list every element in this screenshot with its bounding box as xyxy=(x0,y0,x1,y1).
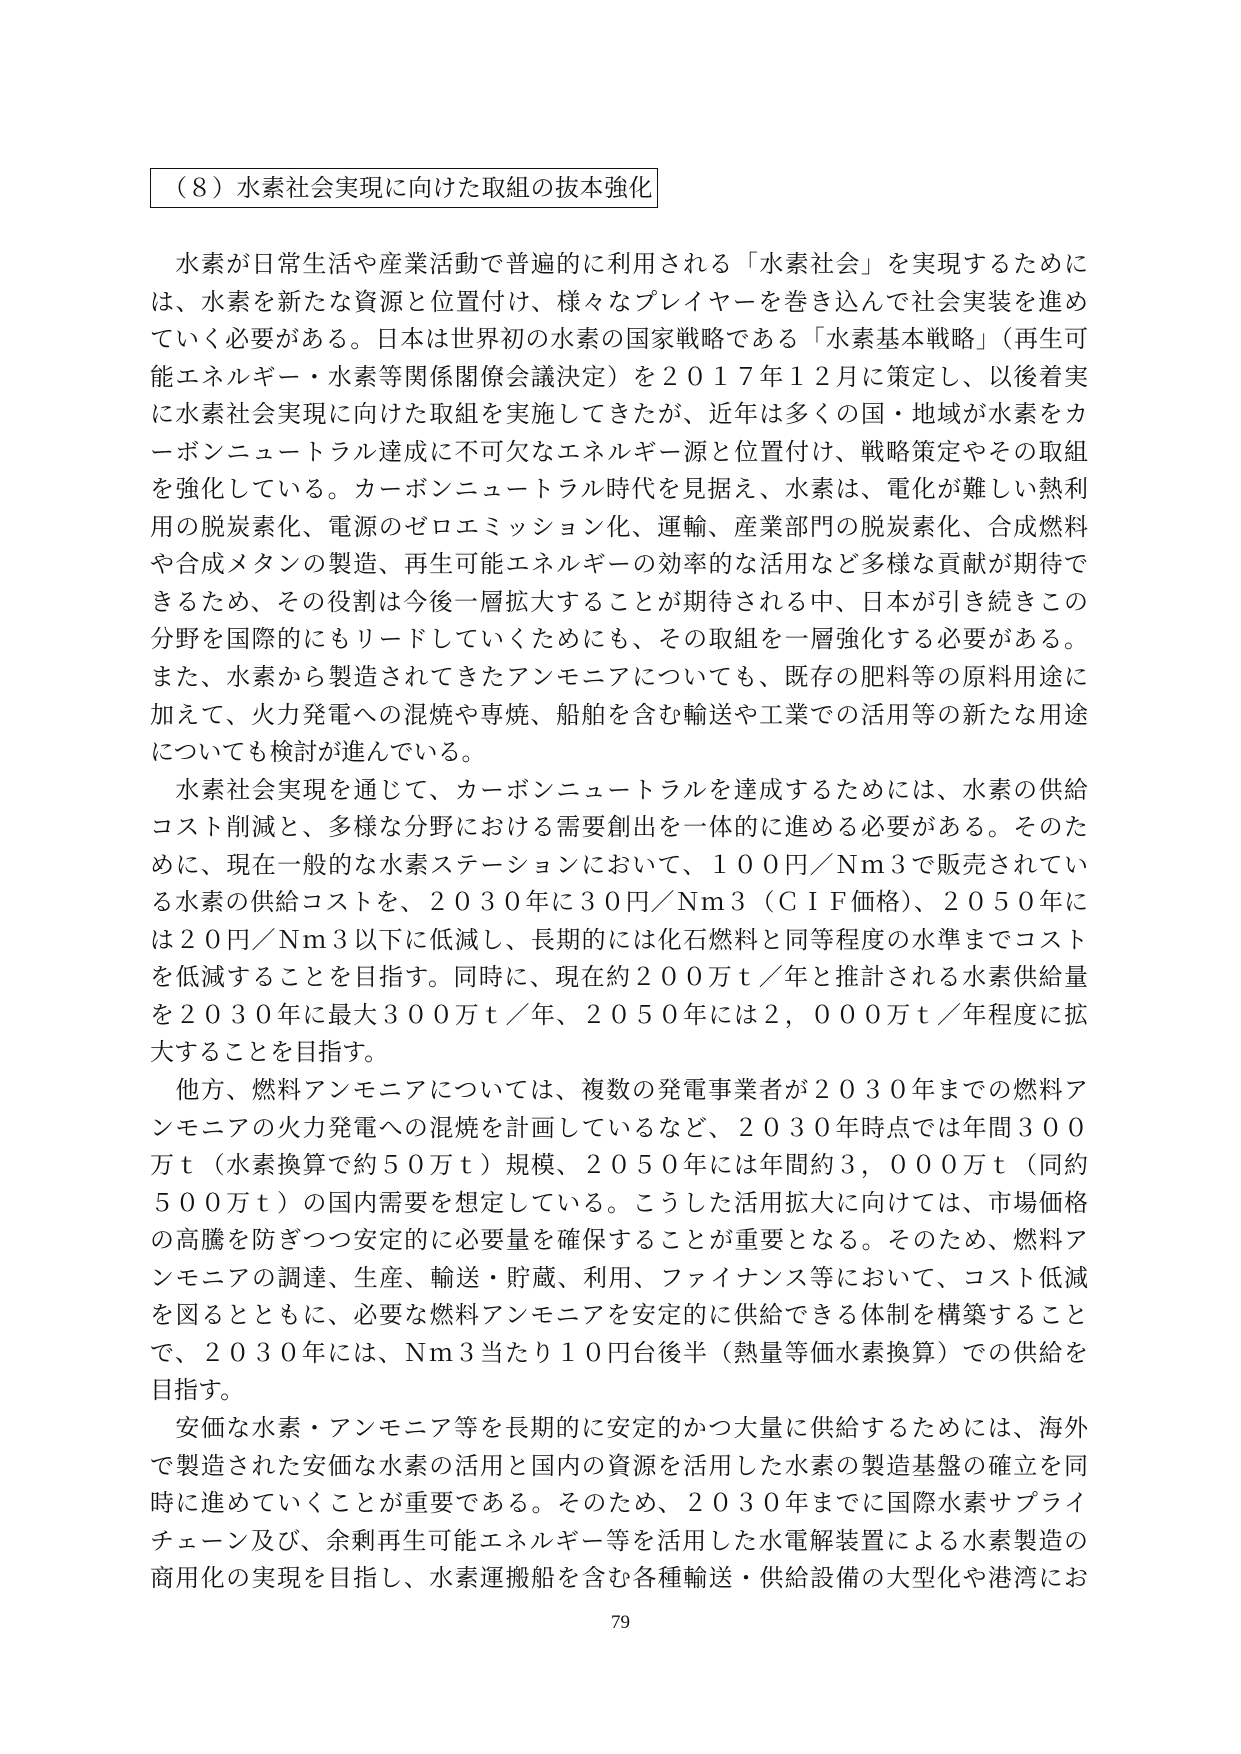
text-line: 目指す。 xyxy=(150,1376,245,1405)
text-line: ンモニアの火力発電への混焼を計画しているなど、２０３０年時点では年間３００ xyxy=(150,1113,1088,1142)
text-line: 加えて、火力発電への混焼や専焼、船舶を含む輸送や工業での活用等の新たな用途 xyxy=(150,700,1088,729)
text-line: チェーン及び、余剰再生可能エネルギー等を活用した水電解装置による水素製造の xyxy=(150,1526,1088,1555)
text-line: についても検討が進んでいる。 xyxy=(150,738,486,767)
text-line: に水素社会実現に向けた取組を実施してきたが、近年は多くの国・地域が水素をカ xyxy=(150,400,1088,429)
text-line: 水素社会実現を通じて、カーボンニュートラルを達成するためには、水素の供給 xyxy=(150,775,1088,804)
section-heading: （８）水素社会実現に向けた取組の抜本強化 xyxy=(150,168,658,208)
text-line: や合成メタンの製造、再生可能エネルギーの効率的な活用など多様な貢献が期待で xyxy=(150,550,1088,579)
text-line: を強化している。カーボンニュートラル時代を見据え、水素は、電化が難しい熱利 xyxy=(150,475,1088,504)
text-line: を低減することを目指す。同時に、現在約２００万ｔ／年と推計される水素供給量 xyxy=(150,963,1088,992)
text-line: は２０円／Ｎｍ３以下に低減し、長期的には化石燃料と同等程度の水準までコスト xyxy=(150,925,1088,954)
body-text xyxy=(150,246,1088,1598)
page-number: 79 xyxy=(611,1612,630,1633)
text-line: また、水素から製造されてきたアンモニアについても、既存の肥料等の原料用途に xyxy=(150,663,1088,692)
text-line: の高騰を防ぎつつ安定的に必要量を確保することが重要となる。そのため、燃料ア xyxy=(150,1226,1088,1255)
text-line: 分野を国際的にもリードしていくためにも、その取組を一層強化する必要がある。 xyxy=(150,625,1088,654)
text-line: 他方、燃料アンモニアについては、複数の発電事業者が２０３０年までの燃料ア xyxy=(150,1076,1088,1105)
text-line: 水素が日常生活や産業活動で普遍的に利用される「水素社会」を実現するために xyxy=(150,250,1088,278)
text-line: きるため、その役割は今後一層拡大することが期待される中、日本が引き続きこの xyxy=(150,587,1088,616)
text-line: 商用化の実現を目指し、水素運搬船を含む各種輸送・供給設備の大型化や港湾にお xyxy=(150,1564,1088,1593)
text-line: コスト削減と、多様な分野における需要創出を一体的に進める必要がある。そのた xyxy=(150,813,1088,842)
text-line: ンモニアの調達、生産、輸送・貯蔵、利用、ファイナンス等において、コスト低減 xyxy=(150,1263,1088,1292)
text-line: で製造された安価な水素の活用と国内の資源を活用した水素の製造基盤の確立を同 xyxy=(150,1451,1088,1480)
text-line: る水素の供給コストを、２０３０年に３０円／Ｎｍ３（ＣＩＦ価格）、２０５０年に xyxy=(150,888,1088,917)
text-line: ５００万ｔ）の国内需要を想定している。こうした活用拡大に向けては、市場価格 xyxy=(150,1188,1088,1217)
text-line: ていく必要がある。日本は世界初の水素の国家戦略である「水素基本戦略」（再生可 xyxy=(150,325,1088,354)
text-line: 安価な水素・アンモニア等を長期的に安定的かつ大量に供給するためには、海外 xyxy=(150,1413,1088,1442)
text-line: は、水素を新たな資源と位置付け、様々なプレイヤーを巻き込んで社会実装を進め xyxy=(150,287,1088,316)
text-line: めに、現在一般的な水素ステーションにおいて、１００円／Ｎｍ３で販売されてい xyxy=(150,850,1088,879)
text-line: 用の脱炭素化、電源のゼロエミッション化、運輸、産業部門の脱炭素化、合成燃料 xyxy=(150,512,1088,541)
text-line: 時に進めていくことが重要である。そのため、２０３０年までに国際水素サプライ xyxy=(150,1489,1088,1518)
text-line: 大することを目指す。 xyxy=(150,1038,389,1067)
text-line: を図るとともに、必要な燃料アンモニアを安定的に供給できる体制を構築すること xyxy=(150,1301,1088,1330)
text-line: 万ｔ（水素換算で約５０万ｔ）規模、２０５０年には年間約３，０００万ｔ（同約 xyxy=(150,1151,1088,1180)
text-line: ーボンニュートラル達成に不可欠なエネルギー源と位置付け、戦略策定やその取組 xyxy=(150,437,1088,466)
text-line: 能エネルギー・水素等関係閣僚会議決定）を２０１７年１２月に策定し、以後着実 xyxy=(150,362,1088,391)
text-line: を２０３０年に最大３００万ｔ／年、２０５０年には２，０００万ｔ／年程度に拡 xyxy=(150,1000,1088,1029)
text-line: で、２０３０年には、Ｎｍ３当たり１０円台後半（熱量等価水素換算）での供給を xyxy=(150,1338,1088,1367)
